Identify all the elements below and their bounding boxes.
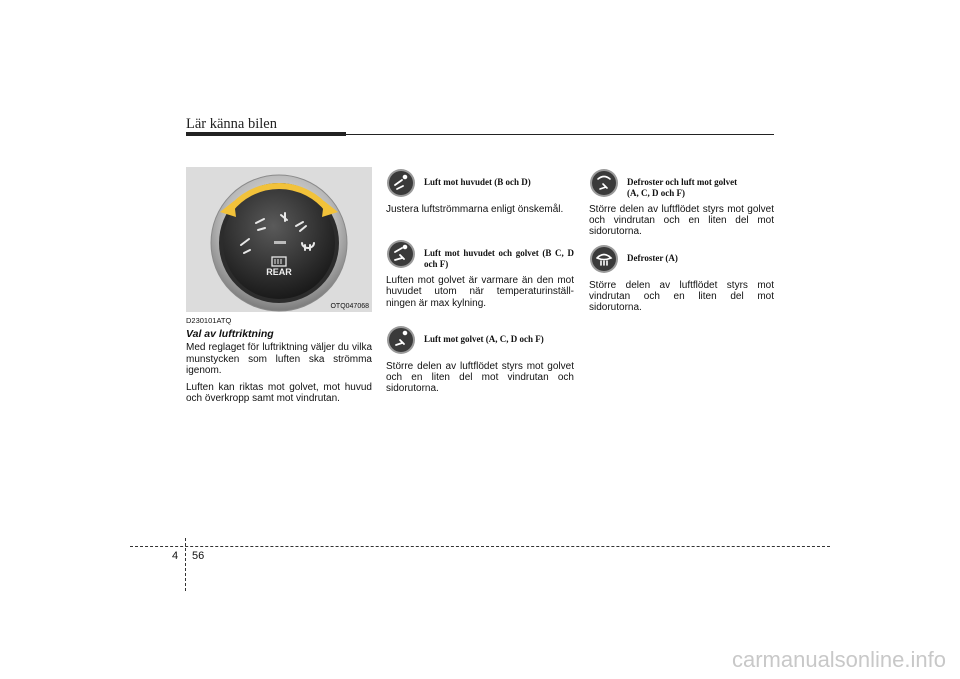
mode-selector-figure (186, 167, 372, 312)
footer-dashed-line (130, 546, 830, 547)
intro-paragraph: Luften kan riktas mot golvet, mot huvud och överkropp samt mot vindrutan. (186, 382, 372, 405)
modes-column-middle (386, 168, 574, 400)
footer-chapter-number: 4 (172, 550, 179, 562)
mode-title-line: Defroster och luft mot golvet (627, 177, 738, 187)
intro-column (186, 315, 372, 410)
watermark: carmanualsonline.info (731, 647, 946, 672)
mode-title: Luft mot huvudet (B och D) (424, 177, 531, 187)
header-rule-thin (346, 134, 774, 135)
face-vent-icon (386, 168, 416, 198)
section-subheading: Val av luftriktning (186, 328, 274, 341)
section-code: D230101ATQ (186, 316, 232, 325)
figure-code: OTQ047068 (330, 303, 369, 310)
knob-rear-label: REAR (266, 267, 292, 277)
mode-title: Luft mot golvet (A, C, D och F) (424, 333, 544, 344)
mode-title-line: (A, C, D och F) (627, 187, 685, 198)
mode-description: Större delen av luftflödet styrs mot golvet och en liten del mot vindrutan och sidorutorna. (386, 360, 574, 395)
floor-defrost-icon (589, 168, 619, 198)
mode-entry-floor (386, 325, 574, 395)
header-rule-thick (186, 132, 346, 136)
mode-knob-illustration (186, 167, 372, 312)
bilevel-vent-icon (386, 239, 416, 269)
mode-entry-floor-defrost (589, 168, 774, 238)
mode-entry-bilevel (386, 239, 574, 309)
mode-description: Luften mot golvet är varmare än den mot huvudet utom när temperaturinställ- ningen är max kylning. (386, 275, 574, 309)
page-header-title: Lär känna bilen (186, 116, 277, 132)
mode-description: Större delen av luftflödet styrs mot vindrutan och en liten del mot sidorutorna. (589, 279, 774, 314)
modes-column-right (589, 168, 774, 319)
footer-page-number: 56 (192, 550, 205, 562)
footer-dashed-vline (185, 538, 186, 591)
mode-entry-face (386, 168, 574, 215)
defrost-icon (589, 244, 619, 274)
mode-title (627, 168, 737, 198)
mode-title: Defroster (A) (627, 252, 678, 263)
intro-paragraph: Med reglaget för luftriktning väljer du vilka munstycken som luften ska strömma igenom. (186, 342, 372, 376)
mode-title: Luft mot huvudet och golvet (B C, D och F) (424, 248, 574, 269)
mode-entry-defrost (589, 244, 774, 314)
mode-description: Justera luftströmmarna enligt önskemål. (386, 204, 564, 215)
mode-description: Större delen av luftflödet styrs mot golvet och vindrutan och en liten del mot sidorutorna. (589, 204, 774, 238)
floor-vent-icon (386, 325, 416, 355)
